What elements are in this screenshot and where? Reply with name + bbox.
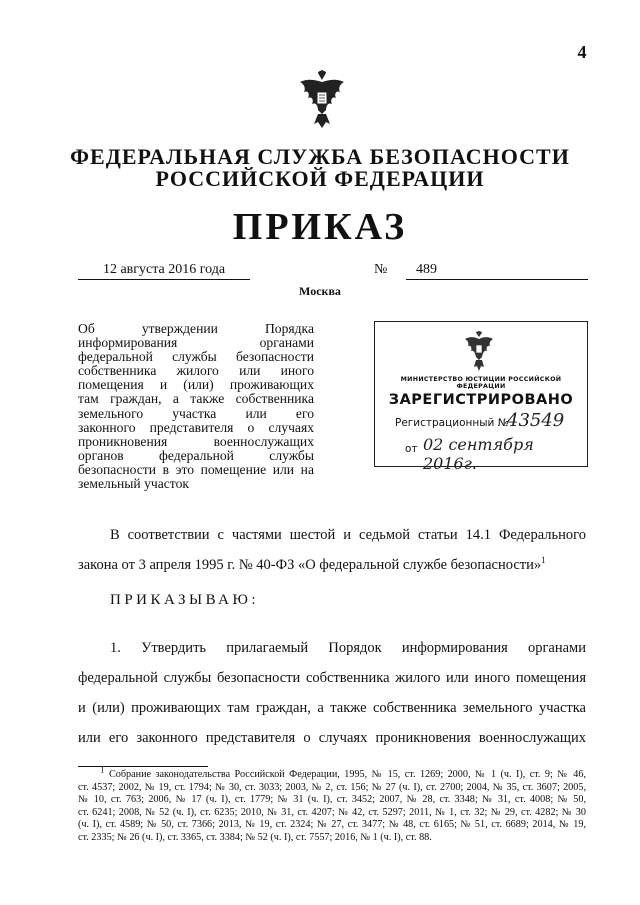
item-1-line: и (или) проживающих там граждан, а также собственника земельного участка: [78, 700, 586, 716]
footnote-line: ст. 2335; № 26 (ч. I), ст. 3365, ст. 3384; № 52 (ч. I), ст. 7557; 2016, № 1 (ч. I), ст. 88.: [78, 831, 432, 843]
organization-name-line2: РОССИЙСКОЙ ФЕДЕРАЦИИ: [155, 166, 485, 191]
order-title: [78, 322, 314, 491]
title-line: федеральной службы безопасности: [78, 349, 314, 365]
footnote-line: ст. 4537; 2002, № 19, ст. 1794; № 30, ст. 3033; 2003, № 2, ст. 156; № 27 (ч. I), ст. 2700; 2004, № 35, ст. 3607; 2005,: [78, 781, 586, 793]
title-line: информирования органами: [78, 335, 314, 351]
order-number: 489: [406, 262, 588, 280]
item-1-line: федеральной службы безопасности собственника жилого или иного помещения: [78, 670, 586, 686]
document-type-title: ПРИКАЗ: [232, 206, 408, 248]
order-number-label: №: [374, 262, 388, 277]
stamp-registered: ЗАРЕГИСТРИРОВАНО: [388, 392, 574, 408]
footnote-line: [78, 764, 587, 782]
title-line: земельный участок: [78, 476, 189, 492]
item-1-paragraph: [78, 633, 586, 753]
footnote-line: ст. 6241; 2008, № 52 (ч. I), ст. 6235; 2010, № 31, ст. 4207; № 42, ст. 5297; 2011, № 1, ст. 32; № 29, ст. 4282; № 30: [78, 806, 586, 818]
preamble-paragraph: [78, 520, 586, 580]
title-line: Об утверждении Порядка: [78, 321, 314, 336]
title-line: земельного участка или его: [78, 405, 314, 421]
stamp-regnum-label: Регистрационный №: [395, 417, 509, 429]
stamp-emblem-icon: [463, 331, 495, 371]
stamp-regnum-handwritten: 43549: [507, 410, 565, 431]
title-line: собственника жилого или иного: [78, 363, 314, 379]
title-line: проникновения военнослужащих: [78, 433, 314, 449]
stamp-date-handwritten: 02 сентября 2016г.: [423, 435, 534, 473]
page-number: 4: [577, 42, 587, 62]
coat-of-arms-emblem: [296, 70, 348, 128]
city: Москва: [299, 284, 341, 298]
registration-stamp: [374, 321, 588, 473]
footnote-line: № 10, ст. 763; 2006, № 17 (ч. I), ст. 1779; № 31 (ч. I), ст. 3452; 2007, № 28, ст. 3348; № 31, ст. 4008; № 50,: [78, 794, 586, 806]
item-1-line: 1. Утвердить прилагаемый Порядок информирования органами: [110, 640, 586, 656]
footnote-reference: 1: [541, 555, 546, 566]
title-line: органов федеральной службы: [78, 447, 314, 463]
item-1-line: или его законного представителя о случаях проникновения военнослужащих: [78, 730, 586, 746]
footnote: [78, 764, 587, 845]
order-word: ПРИКАЗЫВАЮ:: [110, 592, 260, 608]
preamble-line-text: закона от 3 апреля 1995 г. № 40-ФЗ «О федеральной службе безопасности»: [78, 557, 542, 573]
title-line: безопасности в это помещение или на: [78, 461, 314, 477]
footnote-separator: [78, 766, 208, 767]
preamble-line: В соответствии с частями шестой и седьмой статьи 14.1 Федерального: [110, 527, 586, 543]
footnote-mark: 1: [100, 764, 105, 775]
order-date: 12 августа 2016 года: [78, 262, 250, 280]
preamble-line-with-footnote: [78, 550, 586, 580]
footnote-line: (ч. I), ст. 4589; № 50, ст. 7366; 2013, № 19, ст. 2324; № 27, ст. 3477; № 48, ст. 6165; № 51, ст. 6689; 2014, № 19,: [78, 819, 586, 831]
footnote-line-text: Собрание законодательства Российской Федерации, 1995, № 15, ст. 1269; 2000, № 1 (ч. I), ст. 9; № 46,: [108, 769, 587, 780]
organization-name-line1: ФЕДЕРАЛЬНАЯ СЛУЖБА БЕЗОПАСНОСТИ: [70, 144, 570, 169]
title-line: там граждан, а также собственника: [78, 391, 314, 407]
title-line: помещения и (или) проживающих: [78, 377, 314, 393]
stamp-ministry: МИНИСТЕРСТВО ЮСТИЦИИ РОССИЙСКОЙ ФЕДЕРАЦИИ: [400, 376, 562, 390]
stamp-date-label: от: [405, 443, 418, 455]
title-line: законного представителя о случаях: [78, 419, 314, 435]
